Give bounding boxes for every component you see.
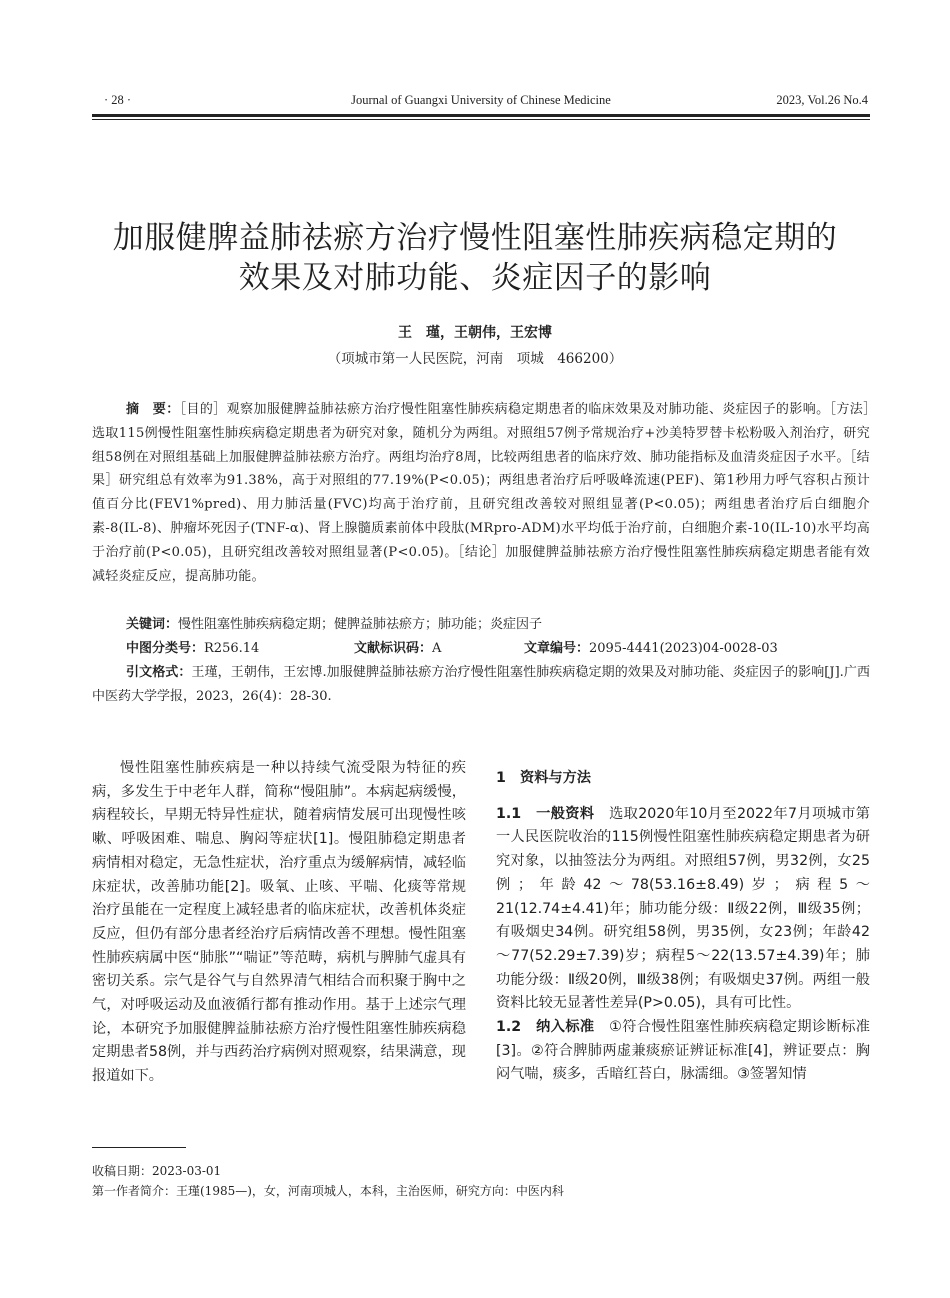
keywords-text: 慢性阻塞性肺疾病稳定期；健脾益肺祛瘀方；肺功能；炎症因子 (178, 617, 543, 632)
subsection-1-1-text: 选取2020年10月至2022年7月项城市第一人民医院收治的115例慢性阻塞性肺疾病稳定期患者为研究对象，以抽签法分为两组。对照组57例，男32例，女25例；年龄42～78(53.16±8.49)岁；病程5～21(12.74±4.41)年；肺功能分级：Ⅱ级22例，Ⅲ级35例；有吸烟史34例。研究组58例，男35例，女23例；年龄42～77(52.29±7.39)岁；病程5～22(13.57±4.39)年；肺功能分级：Ⅱ级20例，Ⅲ级38例；有吸烟史37例。两组一般资料比较无显著性差异(P>0.05)，具有可比性。 (496, 805, 870, 1012)
subsection-1-2-heading: 1.2 纳入标准 (496, 1019, 595, 1036)
doc-value: A (432, 641, 442, 656)
title-line-2: 效果及对肺功能、炎症因子的影响 (238, 260, 712, 296)
journal-name: Journal of Guangxi University of Chinese Medicine (351, 93, 611, 107)
art-value: 2095-4441(2023)04-0028-03 (589, 641, 778, 656)
citation-format (92, 661, 870, 709)
abstract (92, 398, 870, 588)
header-rule-thin (92, 119, 870, 120)
art-label: 文章编号： (524, 641, 590, 656)
article-number (524, 637, 778, 656)
citation-label: 引文格式： (126, 665, 192, 680)
subsection-1-1-heading: 1.1 一般资料 (496, 805, 595, 822)
section-1-1 (496, 803, 870, 1016)
received-date: 收稿日期：2023-03-01 (92, 1164, 222, 1178)
author-bio: 第一作者简介：王瑾(1985—)，女，河南项城人，本科，主治医师，研究方向：中医内科 (92, 1184, 564, 1198)
abstract-text: ［目的］观察加服健脾益肺祛瘀方治疗慢性阻塞性肺疾病稳定期患者的临床效果及对肺功能、炎症因子的影响。［方法］选取115例慢性阻塞性肺疾病稳定期患者为研究对象，随机分为两组。对照组57例予常规治疗+沙美特罗替卡松粉吸入剂治疗，研究组58例在对照组基础上加服健脾益肺祛瘀方治疗。两组均治疗8周，比较两组患者的临床疗效、肺功能指标及血清炎症因子水平。［结果］研究组总有效率为91.38%，高于对照组的77.19%(P<0.05)；两组患者治疗后呼吸峰流速(PEF)、第1秒用力呼气容积占预计值百分比(FEV1%pred)、用力肺活量(FVC)均高于治疗前，且研究组改善较对照组显著(P<0.05)；两组患者治疗后白细胞介素-8(IL-8)、肿瘤坏死因子(TNF-α)、肾上腺髓质素前体中段肽(MRpro-ADM)水平均低于治疗前，白细胞介素-10(IL-10)水平均高于治疗前(P<0.05)，且研究组改善较对照组显著(P<0.05)。［结论］加服健脾益肺祛瘀方治疗慢性阻塞性肺疾病稳定期患者能有效减轻炎症反应，提高肺功能。 (92, 402, 870, 584)
volume-issue: 2023, Vol.26 No.4 (776, 93, 868, 107)
header-rule-thick (92, 114, 870, 117)
document-code (354, 637, 441, 656)
clc-number (126, 637, 259, 656)
affiliation: （项城市第一人民医院，河南 项城 466200） (327, 351, 623, 367)
abstract-label: 摘 要： (126, 402, 180, 417)
keywords (126, 613, 870, 637)
body-right-column (496, 767, 870, 1087)
intro-paragraph: 慢性阻塞性肺疾病是一种以持续气流受限为特征的疾病，多发生于中老年人群，简称“慢阻肺”。本病起病缓慢，病程较长，早期无特异性症状，随着病情发展可出现慢性咳嗽、呼吸困难、喘息、胸闷等症状[1]。慢阻肺稳定期患者病情相对稳定，无急性症状，治疗重点为缓解病情，减轻临床症状，改善肺功能[2]。吸氧、止咳、平喘、化痰等常规治疗虽能在一定程度上减轻患者的临床症状，改善机体炎症反应，但仍有部分患者经治疗后病情改善不理想。慢性阻塞性肺疾病属中医“肺胀”“喘证”等范畴，病机与脾肺气虚具有密切关系。宗气是谷气与自然界清气相结合而积聚于胸中之气，对呼吸运动及血液循行都有推动作用。基于上述宗气理论，本研究予加服健脾益肺祛瘀方治疗慢性阻塞性肺疾病稳定期患者58例，并与西药治疗病例对照观察，结果满意，现报道如下。 (92, 760, 466, 1085)
section-heading: 1 资料与方法 (496, 770, 591, 786)
keywords-label: 关键词： (126, 617, 179, 632)
clc-value: R256.14 (204, 641, 260, 656)
running-header (92, 93, 870, 111)
page-number: · 28 · (104, 93, 132, 107)
section-1-2 (496, 1016, 870, 1087)
classification-row (126, 637, 870, 661)
subsection-1-2-text: ①符合慢性阻塞性肺疾病稳定期诊断标准[3]。②符合脾肺两虚兼痰瘀证辨证标准[4]，辨证要点：胸闷气喘，痰多，舌暗红苔白，脉濡细。③签署知情 (496, 1019, 870, 1083)
clc-label: 中图分类号： (126, 641, 205, 656)
title-line-1: 加服健脾益肺祛瘀方治疗慢性阻塞性肺疾病稳定期的 (112, 220, 838, 256)
doc-label: 文献标识码： (354, 641, 433, 656)
citation-text: 王瑾，王朝伟，王宏博.加服健脾益肺祛瘀方治疗慢性阻塞性肺疾病稳定期的效果及对肺功能、炎症因子的影响[J].广西中医药大学学报，2023，26(4)：28-30. (92, 665, 870, 704)
authors: 王 瑾，王朝伟，王宏博 (398, 325, 552, 341)
article-title (60, 218, 890, 298)
footnote-rule (92, 1147, 186, 1148)
body-left-column (92, 757, 466, 1089)
